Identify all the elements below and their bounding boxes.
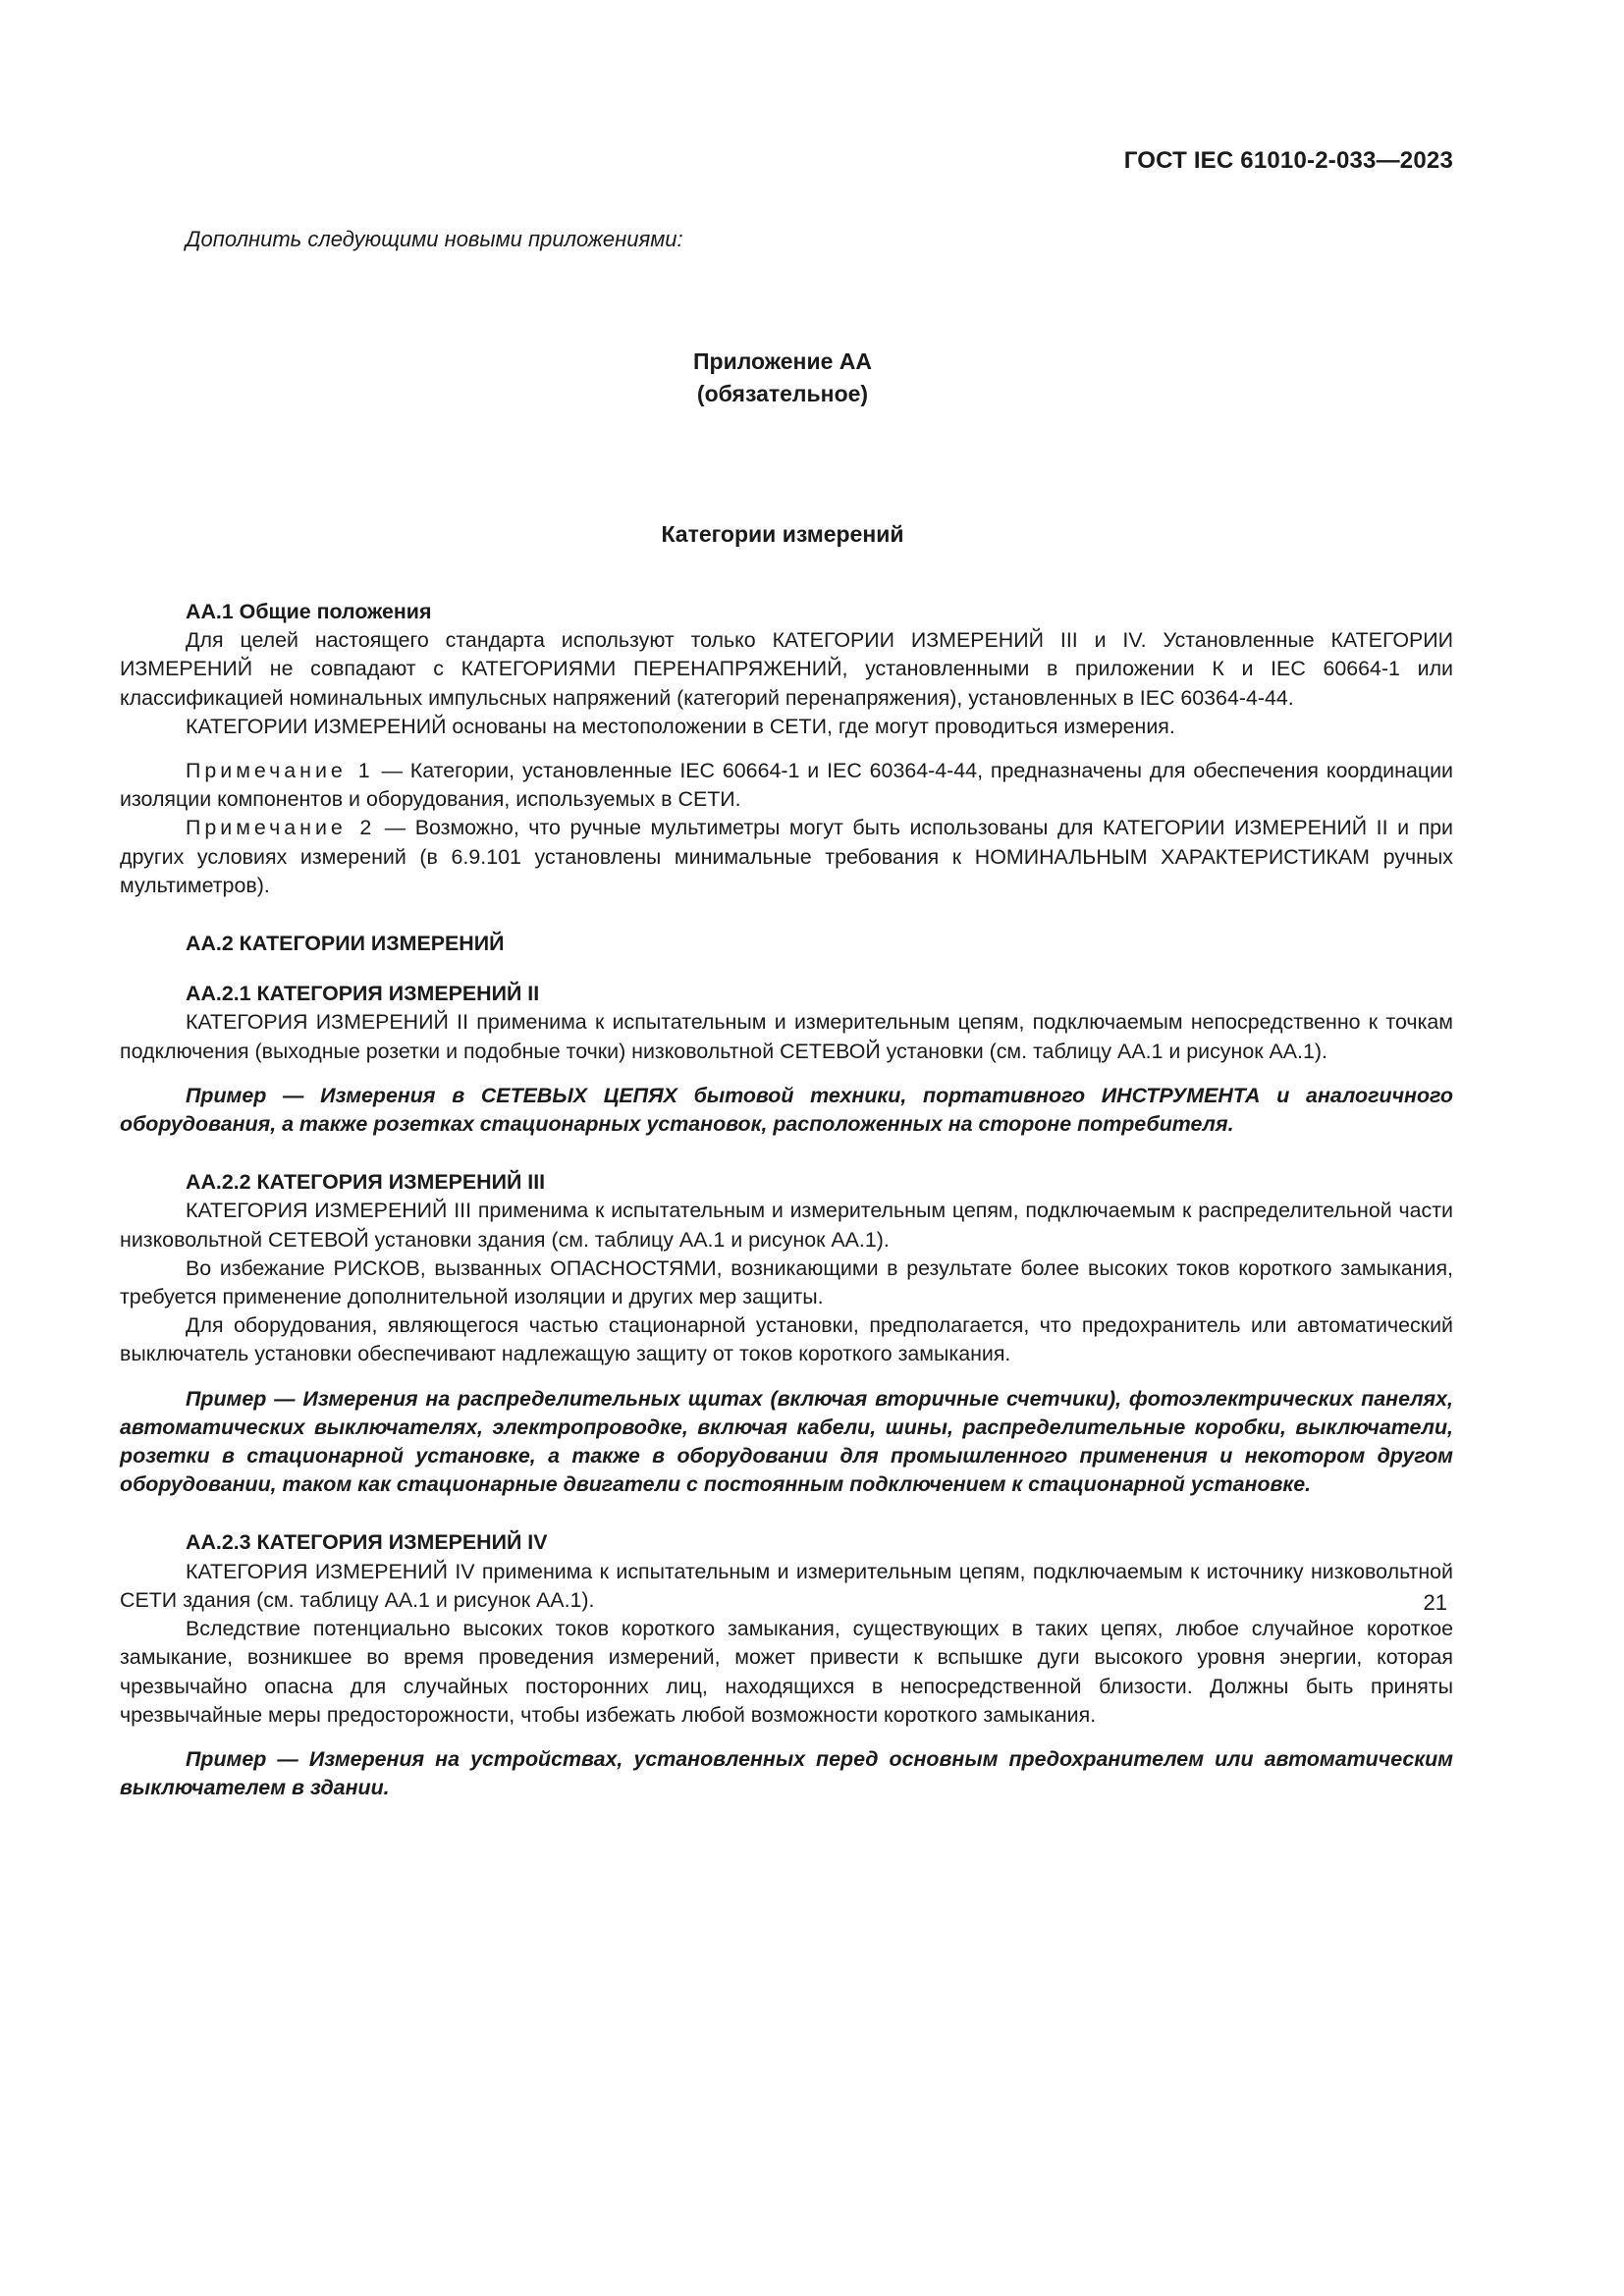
section-heading-aa22: АА.2.2 КАТЕГОРИЯ ИЗМЕРЕНИЙ III [186, 1170, 546, 1195]
annex-heading: Категории измерений [661, 521, 904, 547]
example: Пример — Измерения в СЕТЕВЫХ ЦЕПЯХ бытовой техники, портативного ИНСТРУМЕНТА и аналогичного оборудования, а также розетках стационарных установок, расположенных на стороне потребителя. [120, 1083, 1453, 1137]
note-text: — Возможно, что ручные мультиметры могут быть использованы для КАТЕГОРИИ ИЗМЕРЕНИЙ II и при других условиях измерений (в 6.9.101 установлены минимальные требования к НОМИНАЛЬНЫМ ХАРАКТЕРИСТИКАМ ручных мультиметров). [120, 816, 1453, 897]
paragraph: КАТЕГОРИИ ИЗМЕРЕНИЙ основаны на местоположении в СЕТИ, где могут проводиться измерения. [186, 714, 1175, 738]
paragraph: Для оборудования, являющегося частью стационарной установки, предполагается, что предохранитель или автоматический выключатель установки обеспечивают надлежащую защиту от токов короткого замыкания. [120, 1313, 1453, 1366]
note-2 [120, 814, 1453, 900]
paragraph: КАТЕГОРИЯ ИЗМЕРЕНИЙ IV применима к испытательным и измерительным цепям, подключаемым к источнику низковольтной СЕТИ здания (см. таблицу АА.1 и рисунок АА.1). [120, 1559, 1453, 1612]
paragraph: КАТЕГОРИЯ ИЗМЕРЕНИЙ II применима к испытательным и измерительным цепям, подключаемым непосредственно к точкам подключения (выходные розетки и подобные точки) низковольтной СЕТЕВОЙ установки (см. таблицу АА.1 и рисунок АА.1). [120, 1010, 1453, 1063]
note-label: Примечание 2 [186, 816, 376, 840]
intro-instruction: Дополнить следующими новыми приложениями: [186, 227, 683, 251]
example: Пример — Измерения на распределительных щитах (включая вторичные счетчики), фотоэлектрических панелях, автоматических выключателях, электропроводке, включая кабели, шины, распределительные коробки, выключатели, розетки в стационарной установке, а также в оборудовании для промышленного применения и некотором другом оборудовании, таком как стационарные двигатели с постоянным подключением к стационарной установке. [120, 1386, 1453, 1497]
paragraph: Для целей настоящего стандарта используют только КАТЕГОРИИ ИЗМЕРЕНИЙ III и IV. Установленные КАТЕГОРИИ ИЗМЕРЕНИЙ не совпадают с КАТЕГОРИЯМИ ПЕРЕНАПРЯЖЕНИЙ, установленными в приложении К и IEC 60664-1 или классификацией номинальных импульсных напряжений (категорий перенапряжения), установленных в IEC 60364-4-44. [120, 628, 1453, 710]
annex-title: Приложение АА [692, 348, 872, 374]
standard-code: ГОСТ IEC 61010-2-033—2023 [1123, 147, 1453, 174]
example: Пример — Измерения на устройствах, установленных перед основным предохранителем или автоматическим выключателем в здании. [120, 1746, 1453, 1800]
paragraph: Во избежание РИСКОВ, вызванных ОПАСНОСТЯМИ, возникающими в результате более высоких токов короткого замыкания, требуется применение дополнительной изоляции и других мер защиты. [120, 1255, 1453, 1309]
paragraph: КАТЕГОРИЯ ИЗМЕРЕНИЙ III применима к испытательным и измерительным цепям, подключаемым к распределительной части низковольтной СЕТЕВОЙ установки здания (см. таблицу АА.1 и рисунок АА.1). [120, 1199, 1453, 1252]
section-heading-aa23: АА.2.3 КАТЕГОРИЯ ИЗМЕРЕНИЙ IV [186, 1530, 548, 1555]
section-heading-aa21: АА.2.1 КАТЕГОРИЯ ИЗМЕРЕНИЙ II [186, 982, 540, 1006]
note-label: Примечание 1 [186, 759, 374, 783]
section-heading-aa1: АА.1 Общие положения [186, 600, 432, 623]
section-heading-aa2: АА.2 КАТЕГОРИИ ИЗМЕРЕНИЙ [186, 932, 505, 956]
note-text: — Категории, установленные IEC 60664-1 и IEC 60364-4-44, предназначены для обеспечения координации изоляции компонентов и оборудования, используемых в СЕТИ. [120, 759, 1453, 812]
annex-type: (обязательное) [696, 381, 869, 406]
paragraph: Вследствие потенциально высоких токов короткого замыкания, существующих в таких цепях, любое случайное короткое замыкание, возникшее во время проведения измерений, может привести к вспышке дуги высокого уровня энергии, которая чрезвычайно опасна для случайных посторонних лиц, находящихся в непосредственной близости. Должны быть приняты чрезвычайные меры предосторожности, чтобы избежать любой возможности короткого замыкания. [120, 1617, 1453, 1727]
document-body [120, 598, 1453, 1802]
page-number: 21 [1423, 1590, 1447, 1615]
note-1 [120, 757, 1453, 814]
